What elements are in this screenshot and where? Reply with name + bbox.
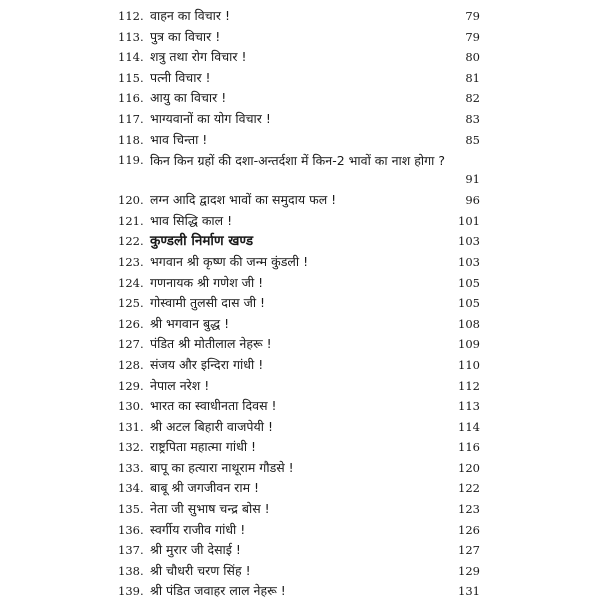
table-of-contents [0, 6, 600, 602]
toc-entry-128 [0, 355, 600, 376]
entry-number: 137. [118, 543, 144, 558]
entry-number: 113. [118, 29, 144, 44]
toc-entry-119 [0, 150, 600, 190]
toc-entry-113 [0, 27, 600, 48]
entry-page: 105 [458, 275, 480, 290]
entry-page: 83 [465, 111, 480, 126]
toc-entry-118 [0, 130, 600, 151]
entry-page: 101 [458, 213, 480, 228]
entry-title: भाव चिन्ता ! [150, 131, 208, 147]
entry-title: आयु का विचार ! [150, 90, 227, 106]
entry-title: वाहन का विचार ! [150, 8, 231, 23]
toc-entry-131 [0, 417, 600, 438]
entry-number: 130. [118, 399, 144, 414]
toc-entry-126 [0, 314, 600, 335]
entry-page: 114 [458, 419, 480, 434]
entry-number: 125. [118, 296, 144, 311]
entry-number: 138. [118, 563, 144, 578]
toc-entry-135 [0, 499, 600, 520]
entry-title: श्री चौधरी चरण सिंह ! [150, 562, 251, 578]
entry-number: 121. [118, 213, 144, 228]
entry-number: 123. [118, 254, 144, 269]
entry-title: बापू का हत्यारा नाथूराम गौडसे ! [150, 459, 294, 475]
entry-title: स्वर्गीय राजीव गांधी ! [150, 521, 246, 537]
entry-number: 122. [118, 234, 144, 249]
toc-entry-114 [0, 47, 600, 68]
entry-title: नेपाल नरेश ! [150, 377, 210, 393]
entry-title: भाग्यवानों का योग विचार ! [150, 110, 271, 126]
entry-page: 91 [465, 172, 480, 187]
toc-entry-124 [0, 273, 600, 294]
toc-entry-125 [0, 293, 600, 314]
toc-entry-133 [0, 458, 600, 479]
toc-entry-121 [0, 211, 600, 232]
entry-number: 136. [118, 522, 144, 537]
toc-entry-117 [0, 109, 600, 130]
toc-entry-115 [0, 68, 600, 89]
entry-page: 103 [458, 234, 480, 249]
entry-title: भाव सिद्धि काल ! [150, 212, 233, 228]
entry-number: 119. [118, 153, 144, 168]
entry-page: 127 [458, 543, 480, 558]
entry-title: लग्न आदि द्वादश भावों का समुदाय फल ! [150, 192, 337, 208]
toc-entry-129 [0, 376, 600, 397]
entry-number: 129. [118, 378, 144, 393]
entry-number: 134. [118, 481, 144, 496]
entry-page: 113 [458, 399, 480, 414]
toc-entry-136 [0, 520, 600, 541]
entry-title: श्री पंडित जवाहर लाल नेहरू ! [150, 583, 286, 599]
toc-entry-130 [0, 396, 600, 417]
entry-page: 85 [465, 132, 480, 147]
entry-number: 116. [118, 91, 144, 106]
entry-number: 112. [118, 9, 144, 23]
entry-number: 133. [118, 460, 144, 475]
entry-number: 131. [118, 419, 144, 434]
toc-entry-138 [0, 561, 600, 582]
entry-page: 96 [465, 193, 480, 208]
entry-page: 79 [465, 9, 480, 23]
toc-entry-116 [0, 88, 600, 109]
entry-title: शत्रु तथा रोग विचार ! [150, 49, 247, 65]
toc-entry-134 [0, 478, 600, 499]
entry-page: 79 [465, 29, 480, 44]
entry-number: 128. [118, 357, 144, 372]
entry-number: 124. [118, 275, 144, 290]
entry-title: पत्नी विचार ! [150, 69, 211, 85]
entry-page: 81 [465, 70, 480, 85]
entry-title: बाबू श्री जगजीवन राम ! [150, 480, 260, 496]
toc-entry-139 [0, 581, 600, 602]
entry-number: 126. [118, 316, 144, 331]
toc-entry-120 [0, 190, 600, 211]
entry-title: भगवान श्री कृष्ण की जन्म कुंडली ! [150, 253, 309, 269]
entry-page: 112 [458, 378, 480, 393]
entry-title: श्री भगवान बुद्ध ! [150, 315, 230, 331]
entry-title: भारत का स्वाधीनता दिवस ! [150, 398, 277, 414]
toc-entry-122 [0, 231, 600, 252]
entry-title: गोस्वामी तुलसी दास जी ! [150, 295, 266, 311]
entry-page: 108 [458, 316, 480, 331]
entry-page: 103 [458, 254, 480, 269]
entry-number: 114. [118, 50, 144, 65]
entry-page: 109 [458, 337, 480, 352]
toc-entry-123 [0, 252, 600, 273]
entry-title: संजय और इन्दिरा गांधी ! [150, 356, 264, 372]
entry-title: श्री अटल बिहारी वाजपेयी ! [150, 418, 273, 434]
toc-entry-132 [0, 437, 600, 458]
entry-title: पंडित श्री मोतीलाल नेहरू ! [150, 336, 272, 352]
entry-number: 139. [118, 584, 144, 599]
entry-number: 117. [118, 111, 144, 126]
entry-number: 127. [118, 337, 144, 352]
entry-page: 129 [458, 563, 480, 578]
entry-title: गणनायक श्री गणेश जी ! [150, 274, 264, 290]
entry-title: किन किन ग्रहों की दशा-अन्तर्दशा में किन-2 भावों का नाश होगा ? [150, 153, 446, 169]
entry-page: 80 [465, 50, 480, 65]
entry-page: 131 [458, 584, 480, 599]
entry-page: 82 [465, 91, 480, 106]
toc-entry-112 [0, 6, 600, 27]
entry-page: 116 [458, 440, 480, 455]
entry-number: 115. [118, 70, 144, 85]
entry-page: 126 [458, 522, 480, 537]
entry-title: श्री मुरार जी देसाई ! [150, 542, 241, 558]
entry-page: 105 [458, 296, 480, 311]
entry-title: राष्ट्रपिता महात्मा गांधी ! [150, 439, 257, 455]
entry-page: 122 [458, 481, 480, 496]
entry-title: कुण्डली निर्माण खण्ड [150, 233, 254, 250]
entry-number: 132. [118, 440, 144, 455]
entry-number: 120. [118, 193, 144, 208]
toc-entry-127 [0, 334, 600, 355]
entry-title: नेता जी सुभाष चन्द्र बोस ! [150, 501, 270, 517]
entry-page: 120 [458, 460, 480, 475]
entry-number: 118. [118, 132, 144, 147]
entry-page: 110 [458, 357, 480, 372]
entry-title: पुत्र का विचार ! [150, 28, 221, 44]
entry-page: 123 [458, 502, 480, 517]
entry-number: 135. [118, 502, 144, 517]
toc-entry-137 [0, 540, 600, 561]
